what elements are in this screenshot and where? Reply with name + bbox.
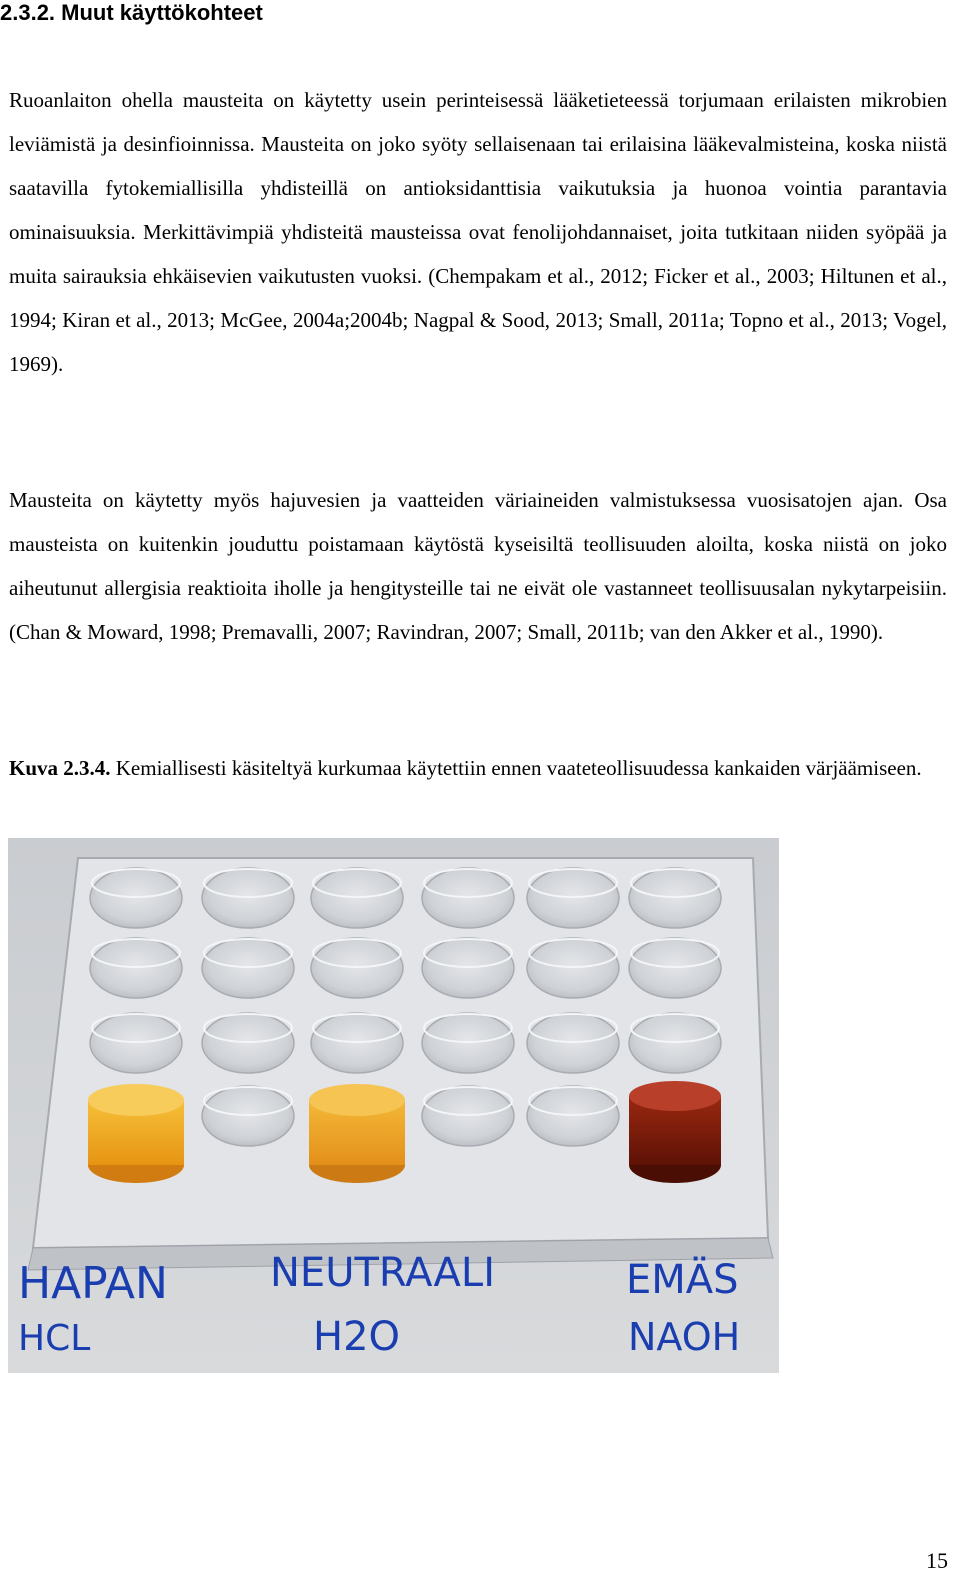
figure-caption	[9, 746, 947, 790]
figure-label: Kuva 2.3.4.	[9, 756, 111, 780]
label-base-line1: EMÄS	[626, 1257, 739, 1303]
figure-photo	[8, 838, 779, 1373]
paragraph-1: Ruoanlaiton ohella mausteita on käytetty usein perinteisessä lääketieteessä torjumaan erilaisten mikrobien leviämistä ja desinfioinnissa. Mausteita on joko syöty sellaisenaan tai erilaisina lääkevalmisteina, koska niistä saatavilla fytokemiallisilla yhdisteillä on antioksidanttisia vaikutuksia ja huonoa vointia parantavia ominaisuuksia. Merkittävimpiä yhdisteitä mausteissa ovat fenolijohdannaiset, joita tutkitaan niiden syöpää ja muita sairauksia ehkäisevien vaikutusten vuoksi. (Chempakam et al., 2012; Ficker et al., 2003; Hiltunen et al., 1994; Kiran et al., 2013; McGee, 2004a;2004b; Nagpal & Sood, 2013; Small, 2011a; Topno et al., 2013; Vogel, 1969).	[9, 88, 947, 376]
label-base-line2: NAOH	[628, 1315, 741, 1359]
paragraph-2: Mausteita on käytetty myös hajuvesien ja vaatteiden väriaineiden valmistuksessa vuosisatojen ajan. Osa mausteista on kuitenkin jouduttu poistamaan käytöstä kyseisiltä teollisuuden aloilta, koska niistä on joko aiheutunut allergisia reaktioita iholle ja hengitysteille tai ne eivät ole vastanneet teollisuusalan nykytarpeisiin. (Chan & Moward, 1998; Premavalli, 2007; Ravindran, 2007; Small, 2011b; van den Akker et al., 1990).	[9, 488, 947, 644]
base-well	[629, 1081, 721, 1183]
page-number: 15	[926, 1548, 948, 1573]
figure-caption-text: Kemiallisesti käsiteltyä kurkumaa käytettiin ennen vaateteollisuudessa kankaiden värjäämiseen.	[110, 756, 922, 780]
label-acid-line1: HAPAN	[18, 1258, 168, 1309]
label-neutral-line2: H2O	[313, 1314, 401, 1360]
label-neutral-line1: NEUTRAALI	[270, 1250, 495, 1296]
well-plate-photo	[8, 838, 779, 1373]
neutral-well	[309, 1084, 405, 1183]
section-heading: 2.3.2. Muut käyttökohteet	[0, 0, 263, 25]
acid-well	[88, 1084, 184, 1183]
label-acid-line2: HCL	[18, 1318, 91, 1359]
